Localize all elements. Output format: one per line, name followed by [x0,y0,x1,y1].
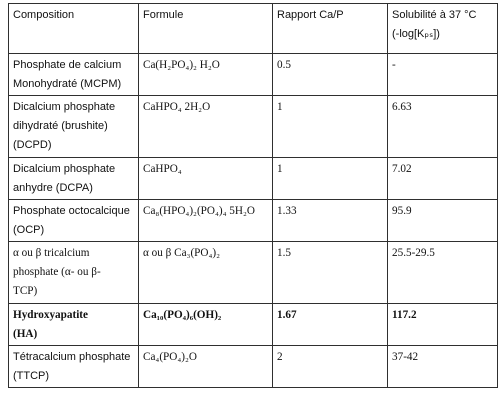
composition-line: Hydroxyapatite [13,309,88,321]
table-header-row [9,4,498,54]
composition-line: (HA) [13,328,38,340]
composition-line: (TTCP) [13,370,50,382]
cell-composition [9,96,139,158]
composition-line: Tétracalcium phosphate [13,351,131,363]
cell-formula: α ou β Ca₃(PO₄)₂ [139,242,273,304]
cell-ratio: 1.5 [273,242,388,304]
cell-composition [9,242,139,304]
table-row [9,242,498,304]
cell-solubility: 95.9 [388,200,498,242]
cell-ratio: 1.67 [273,304,388,346]
table-row [9,346,498,388]
cell-ratio: 2 [273,346,388,388]
cell-formula: Ca₁₀(PO₄)₆(OH)₂ [139,304,273,346]
cell-composition [9,54,139,96]
table-row [9,304,498,346]
cell-solubility: 6.63 [388,96,498,158]
cell-ratio: 0.5 [273,54,388,96]
cell-formula: CaHPO₄ [139,158,273,200]
cell-ratio: 1.33 [273,200,388,242]
composition-line: Phosphate de calcium [13,59,122,71]
cell-ratio: 1 [273,158,388,200]
header-formula: Formule [139,4,273,54]
composition-line: (DCPD) [13,139,52,151]
table-row [9,200,498,242]
cell-solubility: 37-42 [388,346,498,388]
composition-line: Dicalcium phosphate [13,101,116,113]
cell-composition [9,158,139,200]
composition-line: (OCP) [13,224,45,236]
cell-composition [9,200,139,242]
calcium-phosphate-table [8,3,498,388]
composition-line: TCP) [13,285,38,297]
composition-line: Phosphate octocalcique [13,205,130,217]
header-solubility-line2: (-log[Kₚₛ]) [392,28,440,40]
cell-formula: Ca(H₂PO₄)₂ H₂O [139,54,273,96]
cell-formula: CaHPO₄ 2H₂O [139,96,273,158]
cell-formula: Ca₈(HPO₄)₂(PO₄)₄ 5H₂O [139,200,273,242]
table-row [9,158,498,200]
cell-solubility: 7.02 [388,158,498,200]
composition-line: α ou β tricalcium [13,247,90,259]
header-solubility-line1: Solubilité à 37 °C [392,9,477,21]
composition-line: anhydre (DCPA) [13,182,93,194]
cell-formula: Ca₄(PO₄)₂O [139,346,273,388]
composition-line: Monohydraté (MCPM) [13,78,122,90]
cell-solubility: 25.5-29.5 [388,242,498,304]
composition-line: dihydraté (brushite) [13,120,108,132]
cell-composition [9,346,139,388]
header-solubility [388,4,498,54]
composition-line: phosphate (α- ou β- [13,266,101,278]
table-row [9,54,498,96]
cell-solubility: - [388,54,498,96]
composition-line: Dicalcium phosphate [13,163,116,175]
header-ratio: Rapport Ca/P [273,4,388,54]
table-row [9,96,498,158]
cell-solubility: 117.2 [388,304,498,346]
header-composition: Composition [9,4,139,54]
cell-ratio: 1 [273,96,388,158]
cell-composition [9,304,139,346]
